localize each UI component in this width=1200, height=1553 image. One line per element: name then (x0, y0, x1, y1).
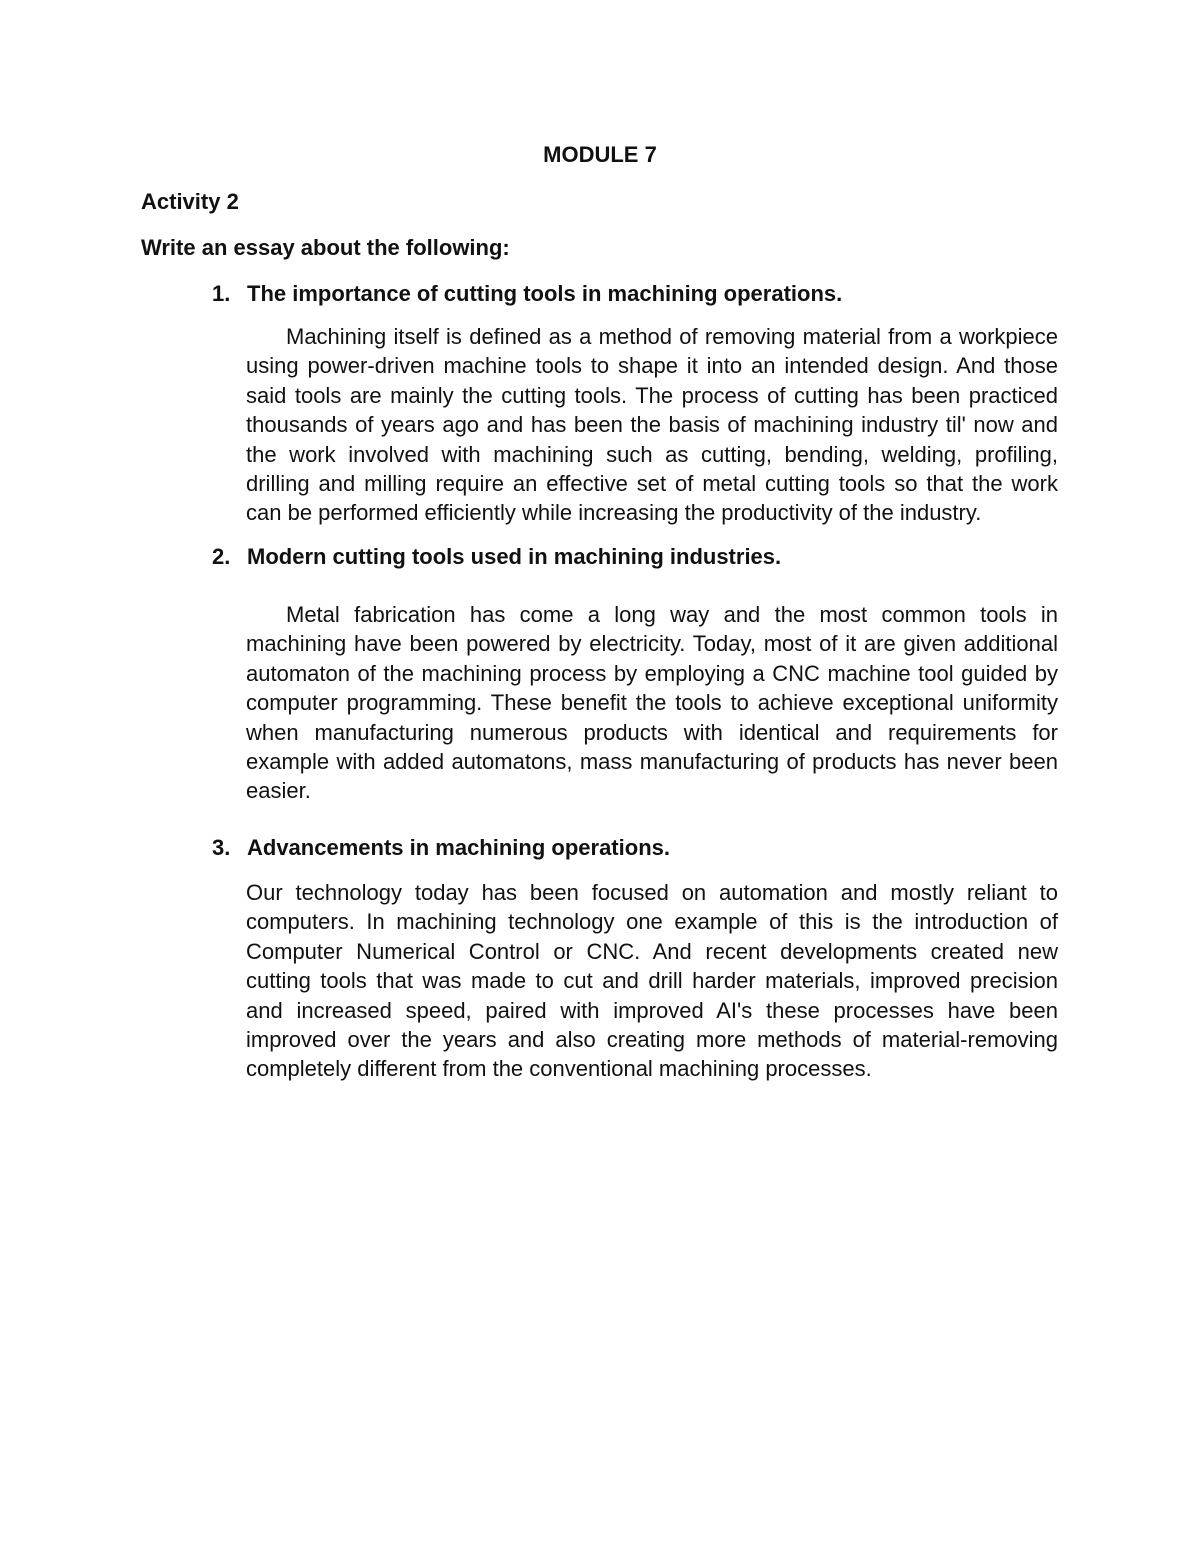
question-2-number: 2. (212, 544, 231, 569)
essay-instruction: Write an essay about the following: (141, 235, 510, 260)
question-2-text: Modern cutting tools used in machining industries. (247, 544, 782, 569)
question-1-number: 1. (212, 281, 231, 306)
question-3-answer: Our technology today has been focused on automation and mostly reliant to computers. In machining technology one example of this is the introduction of Computer Numerical Control or CNC. And recent developments created new cutting tools that was made to cut and drill harder materials, improved precision and increased speed, paired with improved AI's these processes have been improved over the years and also creating more methods of material-removing completely different from the conventional machining processes. (246, 880, 1058, 1082)
question-3-number: 3. (212, 835, 231, 860)
activity-label: Activity 2 (141, 189, 239, 214)
question-1-heading (212, 280, 842, 308)
question-1-text: The importance of cutting tools in machining operations. (247, 281, 843, 306)
question-3-heading (212, 834, 670, 862)
question-2-heading (212, 543, 781, 571)
question-2-answer: Metal fabrication has come a long way and the most common tools in machining have been powered by electricity. Today, most of it are given additional automaton of the machining process by employing a CNC machine tool guided by computer programming. These benefit the tools to achieve exceptional uniformity when manufacturing numerous products with identical and requirements for example with added automatons, mass manufacturing of products has never been easier. (246, 602, 1058, 804)
question-3-text: Advancements in machining operations. (247, 835, 670, 860)
question-1-answer: Machining itself is defined as a method of removing material from a workpiece using power-driven machine tools to shape it into an intended design. And those said tools are mainly the cutting tools. The process of cutting has been practiced thousands of years ago and has been the basis of machining industry til' now and the work involved with machining such as cutting, bending, welding, profiling, drilling and milling require an effective set of metal cutting tools so that the work can be performed efficiently while increasing the productivity of the industry. (246, 324, 1058, 526)
module-title: MODULE 7 (543, 142, 657, 167)
